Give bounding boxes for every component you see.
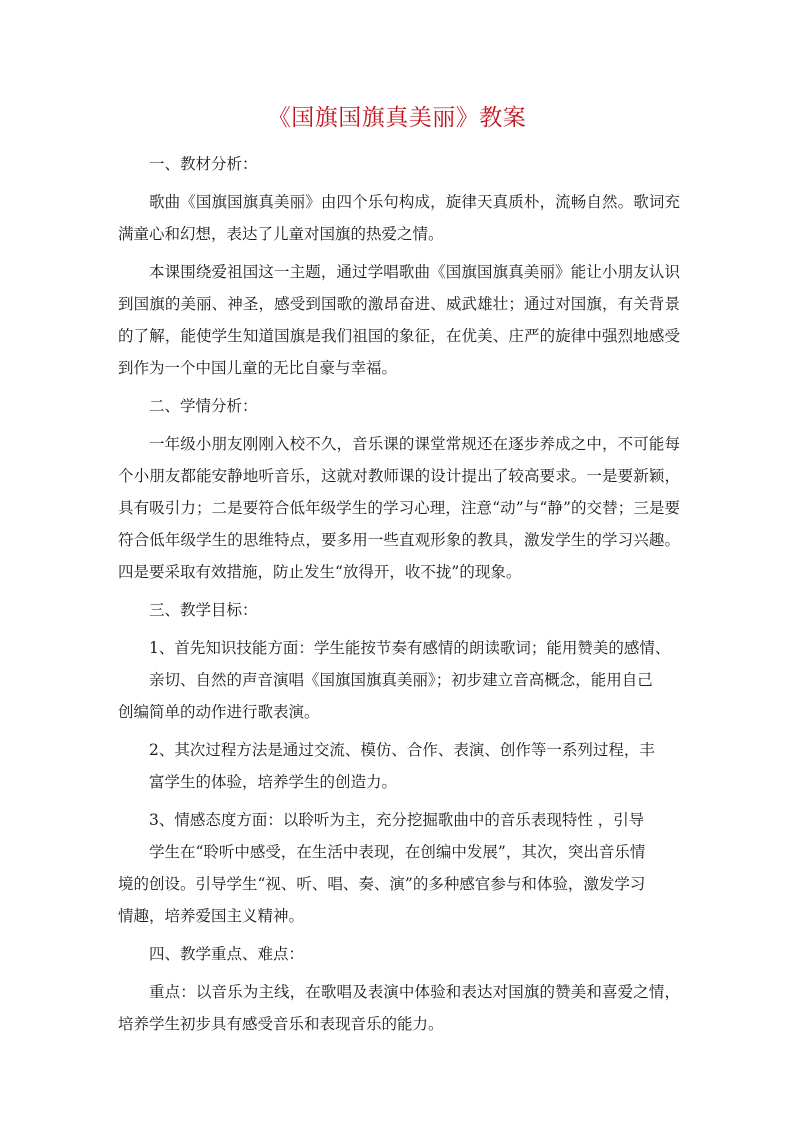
goal-line: 2、其次过程方法是通过交流、模仿、合作、表演、创作等一系列过程，丰 [149,741,655,759]
goal-line: 学生在“聆听中感受，在生活中表现，在创编中发展”，其次，突出音乐情 [149,843,646,861]
goal-item-knowledge [118,632,680,728]
goal-line: 亲切、自然的声音演唱《国旗国旗真美丽》；初步建立音高概念，能用自己 [149,671,653,689]
goal-line: 创编简单的动作进行歌表演。 [118,703,320,721]
section-heading-goals: 三、教学目标： [149,601,258,619]
paragraph-lesson-theme: 本课围绕爱祖国这一主题，通过学唱歌曲《国旗国旗真美丽》能让小朋友认识到国旗的美丽、神圣，感受到国歌的激昂奋进、威武雄壮；通过对国旗，有关背景的了解，能使学生知道国旗是我们祖国的象征，在优美、庄严的旋律中强烈地感受到作为一个中国儿童的无比自豪与幸福。 [118,263,680,377]
paragraph-key-points: 重点：以音乐为主线，在歌唱及表演中体验和表达对国旗的赞美和喜爱之情，培养学生初步具有感受音乐和表现音乐的能力。 [118,983,680,1033]
goal-line: 境的创设。引导学生“视、听、唱、奏、演”的多种感官参与和体验，激发学习 [118,875,646,893]
goal-line: 3、情感态度方面：以聆听为主，充分挖掘歌曲中的音乐表现特性 ，引导 [149,811,645,829]
document-body [118,148,680,1046]
document-title: 《国旗国旗真美丽》教案 [267,105,527,131]
section-heading-analysis: 一、教材分析： [149,155,258,173]
goal-item-process [118,734,680,798]
goal-line: 情趣，培养爱国主义精神。 [118,907,305,925]
paragraph-song-description: 歌曲《国旗国旗真美丽》由四个乐句构成，旋律天真质朴，流畅自然。歌词充满童心和幻想，表达了儿童对国旗的热爱之情。 [118,193,680,243]
section-heading-key-points: 四、教学重点、难点： [149,945,305,963]
paragraph-student-analysis: 一年级小朋友刚刚入校不久，音乐课的课堂常规还在逐步养成之中，不可能每个小朋友都能安静地听音乐，这就对教师课的设计提出了较高要求。一是要新颖，具有吸引力；二是要符合低年级学生的学习心理，注意“动”与“静”的交替；三是要符合低年级学生的思维特点，要多用一些直观形象的教具，激发学生的学习兴趣。四是要采取有效措施，防止发生“放得开，收不拢”的现象。 [118,435,680,581]
goal-line: 1、首先知识技能方面：学生能按节奏有感情的朗读歌词；能用赞美的感情、 [149,639,671,657]
goal-item-emotion [118,804,680,932]
section-heading-students: 二、学情分析： [149,397,258,415]
goal-line: 富学生的体验，培养学生的创造力。 [149,773,398,791]
